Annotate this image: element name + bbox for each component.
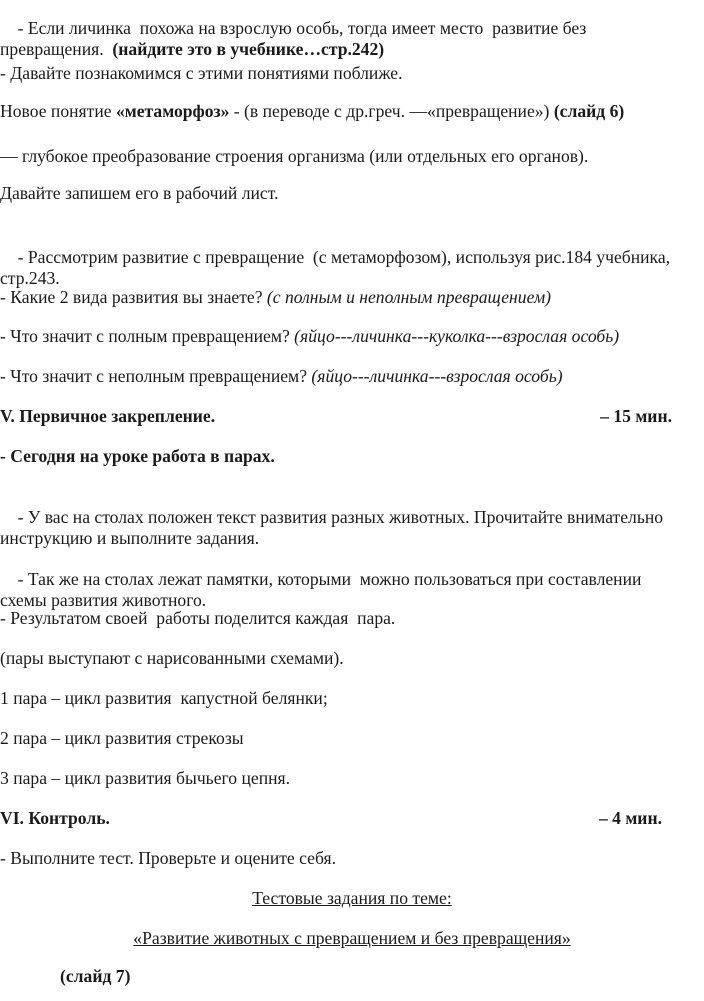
- section-duration: – 4 мин.: [598, 808, 662, 828]
- paragraph-line: превращения.: [0, 39, 109, 59]
- question-text: - Какие 2 вида развития вы знаете?: [0, 287, 267, 307]
- answer-text: (яйцо---личинка---взрослая особь): [311, 366, 563, 386]
- question-complete-metamorphosis: [0, 326, 700, 347]
- question-incomplete-metamorphosis: [0, 366, 700, 387]
- section-duration: – 15 мин.: [600, 406, 672, 426]
- paragraph-definition: — глубокое преобразование строения организма (или отдельных его органов).: [0, 146, 589, 166]
- list-item-pair-1: 1 пара – цикл развития капустной белянки;: [0, 688, 328, 708]
- text-segment: - (в переводе с др.греч. —«превращение»): [229, 101, 554, 121]
- list-item-pair-2: 2 пара – цикл развития стрекозы: [0, 728, 244, 748]
- paragraph-line: - У вас на столах положен текст развития разных животных. Прочитайте внимательно: [17, 507, 664, 527]
- paragraph-line: - Рассмотрим развитие с превращение (с метаморфозом), используя рис.184 учебника,: [17, 247, 671, 267]
- paragraph-line: стр.243.: [0, 268, 60, 288]
- paragraph-line: схемы развития животного.: [0, 590, 207, 610]
- paragraph-line: инструкцию и выполните задания.: [0, 528, 260, 548]
- paragraph-pairs-present: (пары выступают с нарисованными схемами).: [0, 648, 344, 668]
- test-subtitle: «Развитие животных с превращением и без превращения»: [133, 928, 571, 948]
- paragraph-line: - Так же на столах лежат памятки, которыми можно пользоваться при составлении: [17, 569, 642, 589]
- paragraph-new-concept: [0, 101, 700, 122]
- textbook-reference: (найдите это в учебнике…стр.242): [108, 39, 385, 59]
- slide-reference: (слайд 7): [60, 966, 131, 986]
- list-item-pair-3: 3 пара – цикл развития бычьего цепня.: [0, 768, 291, 788]
- paragraph-line: - Если личинка похожа на взрослую особь, тогда имеет место развитие без: [17, 18, 587, 38]
- paragraph-write-down: Давайте запишем его в рабочий лист.: [0, 183, 279, 203]
- paragraph-do-test: - Выполните тест. Проверьте и оцените себя.: [0, 848, 336, 868]
- question-two-types: [0, 287, 700, 308]
- section-title: V. Первичное закрепление.: [0, 406, 216, 426]
- slide-reference: (слайд 6): [553, 101, 625, 121]
- section-heading-primary-consolidation: [0, 406, 672, 427]
- question-text: - Что значит с полным превращением?: [0, 326, 295, 346]
- term-metamorphosis: «метаморфоз»: [115, 101, 230, 121]
- paragraph-introduction: - Давайте познакомимся с этими понятиями поближе.: [0, 63, 403, 83]
- paragraph-results: - Результатом своей работы поделится каждая пара.: [0, 608, 396, 628]
- test-title: Тестовые задания по теме:: [252, 888, 452, 908]
- answer-text: (яйцо---личинка---куколка---взрослая особь): [294, 326, 620, 346]
- text-segment: Новое понятие: [0, 101, 116, 121]
- question-text: - Что значит с неполным превращением?: [0, 366, 312, 386]
- section-title: VI. Контроль.: [0, 808, 110, 828]
- paragraph-pair-work: - Сегодня на уроке работа в парах.: [0, 446, 275, 466]
- section-heading-control: [0, 808, 662, 829]
- answer-text: (с полным и неполным превращением): [266, 287, 552, 307]
